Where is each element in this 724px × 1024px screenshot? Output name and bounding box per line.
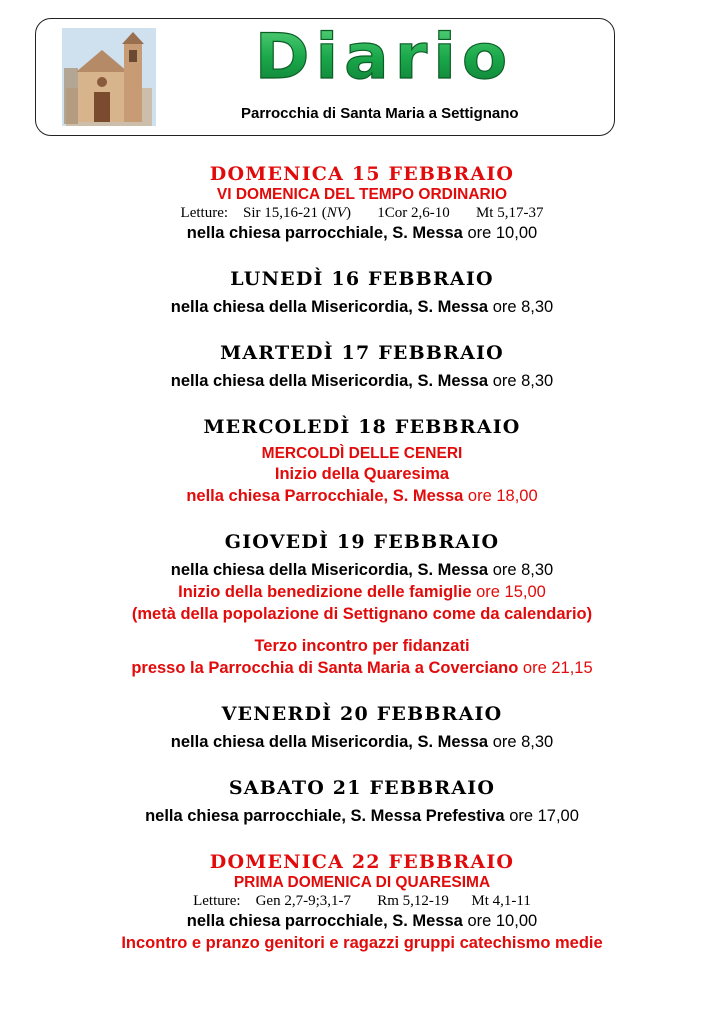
header-box: [35, 18, 615, 136]
day-heading: VENERDÌ 20 FEBBRAIO: [221, 703, 503, 725]
mass-line: nella chiesa parrocchiale, S. Messa ore 10,00: [186, 224, 538, 242]
feast-title: VI DOMENICA DEL TEMPO ORDINARIO: [216, 186, 508, 203]
day-block: [0, 531, 724, 679]
day-block: [0, 342, 724, 392]
svg-text:Diario: Diario: [254, 21, 514, 94]
day-block: [0, 163, 724, 244]
day-block: [0, 268, 724, 318]
church-illustration-icon: [62, 28, 156, 126]
day-heading: MARTEDÌ 17 FEBBRAIO: [220, 342, 504, 364]
event-note: (metà della popolazione di Settignano come da calendario): [131, 605, 593, 623]
diario-title: [184, 21, 584, 99]
mass-line: nella chiesa parrocchiale, S. Messa Prefestiva ore 17,00: [145, 807, 579, 825]
mass-line: nella chiesa Parrocchiale, S. Messa ore 18,00: [186, 487, 538, 505]
day-heading: DOMENICA 15 FEBBRAIO: [209, 163, 515, 185]
schedule: [0, 163, 724, 954]
mass-line: nella chiesa della Misericordia, S. Messa ore 8,30: [170, 733, 554, 751]
feast-subtitle: Inizio della Quaresima: [274, 465, 450, 483]
readings-line: Letture: Sir 15,16-21 (NV) 1Cor 2,6-10 Mt 5,17-37: [180, 205, 544, 221]
mass-line: nella chiesa della Misericordia, S. Messa ore 8,30: [170, 298, 554, 316]
event-title: Terzo incontro per fidanzati: [254, 637, 470, 655]
mass-line: nella chiesa parrocchiale, S. Messa ore 10,00: [186, 912, 538, 930]
day-block: [0, 703, 724, 753]
mass-line: nella chiesa della Misericordia, S. Messa ore 8,30: [170, 372, 554, 390]
day-heading: DOMENICA 22 FEBBRAIO: [209, 851, 515, 873]
readings-line: Letture: Gen 2,7-9;3,1-7 Rm 5,12-19 Mt 4,1-11: [193, 893, 531, 909]
day-heading: SABATO 21 FEBBRAIO: [228, 777, 496, 799]
feast-title: MERCOLDÌ DELLE CENERI: [261, 445, 463, 462]
event-line: Inizio della benedizione delle famiglie ore 15,00: [178, 583, 546, 601]
feast-title: PRIMA DOMENICA DI QUARESIMA: [233, 874, 491, 891]
parish-name: Parrocchia di Santa Maria a Settignano: [241, 105, 519, 122]
event-line: Incontro e pranzo genitori e ragazzi gruppi catechismo medie: [121, 934, 603, 952]
day-heading: GIOVEDÌ 19 FEBBRAIO: [224, 531, 500, 553]
mass-line: nella chiesa della Misericordia, S. Messa ore 8,30: [170, 561, 554, 579]
day-block: [0, 416, 724, 507]
day-heading: LUNEDÌ 16 FEBBRAIO: [230, 268, 494, 290]
day-block: [0, 777, 724, 827]
event-line: presso la Parrocchia di Santa Maria a Coverciano ore 21,15: [131, 659, 593, 677]
day-heading: MERCOLEDÌ 18 FEBBRAIO: [203, 416, 521, 438]
day-block: [0, 851, 724, 954]
